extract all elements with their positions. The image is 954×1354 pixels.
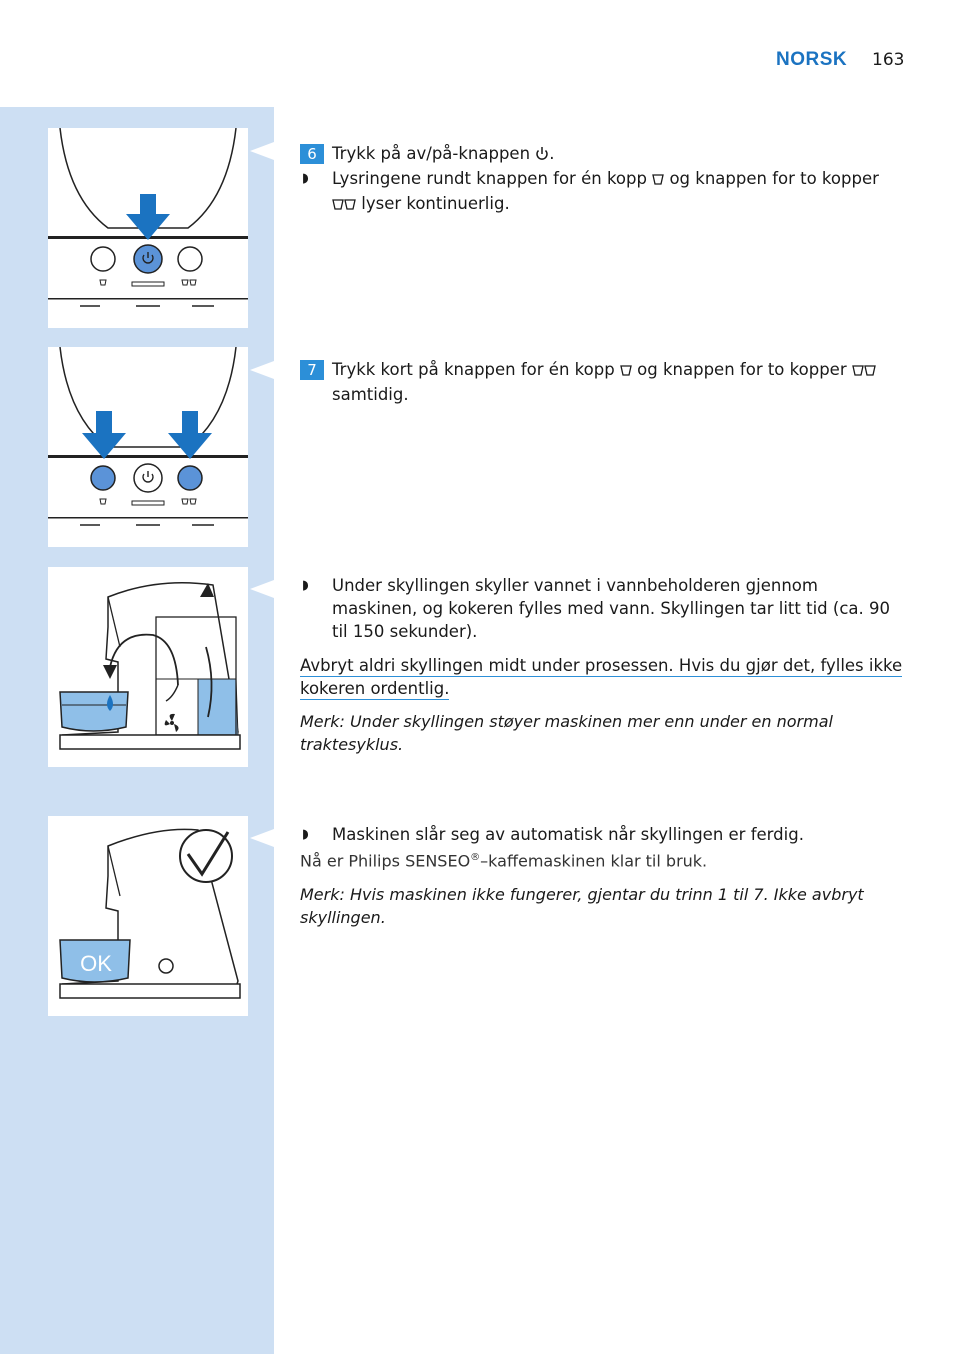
figure-ready [48,816,248,1016]
ready-text-b: –kaffemaskinen klar til bruk. [480,851,708,871]
figure-rinsing [48,567,248,767]
step-6-result-b: og knappen for to kopper [669,169,879,188]
step-6-block [300,142,906,217]
power-button-icon [134,464,162,492]
rinse-note: Merk: Under skyllingen støyer maskinen mer enn under en normal traktesyklus. [300,712,833,754]
step-number: 6 [300,144,324,164]
step-number: 7 [300,360,324,380]
power-icon [535,144,549,167]
two-cups-button-icon [178,466,202,490]
one-cup-button-icon [91,466,115,490]
checkmark-icon [180,830,232,882]
bullet-icon: ◗ [302,827,309,842]
arrow-down-icon [168,411,212,459]
finish-result-text: Maskinen slår seg av automatisk når skyllingen er ferdig. [332,825,804,844]
one-cup-icon [620,360,632,383]
step-6-result-a: Lysringene rundt knappen for én kopp [332,169,647,188]
finish-result [300,823,906,846]
step-6-instruction [300,142,906,167]
step-7-text-a: Trykk kort på knappen for én kopp [332,360,615,379]
rinse-warning [300,654,906,700]
bullet-icon: ◗ [302,171,309,186]
step-7-instruction [300,358,906,406]
rinse-block [300,574,906,756]
power-button-icon [134,245,162,273]
arrow-down-icon [126,194,170,240]
rinse-result-text: Under skyllingen skyller vannet i vannbeholderen gjennom maskinen, og kokeren fylles med vann. Skyllingen tar litt tid (ca. 90 til 150 sekunder). [332,576,890,641]
step-6-result [300,167,906,217]
two-cups-icon [852,360,876,383]
rinse-result [300,574,906,643]
figure-pointer [250,361,274,379]
figure-pointer [250,580,274,598]
step-7-text-c: samtidig. [332,385,409,404]
registered-mark: ® [470,852,481,863]
one-cup-button-icon [91,247,115,271]
figure-pointer [250,829,274,847]
arrow-down-icon [82,411,126,459]
finish-block [300,823,906,929]
ready-text-a: Nå er Philips SENSEO [300,851,471,871]
page-number: 163 [872,50,905,70]
figure-pointer [250,142,274,160]
two-cups-icon [332,194,356,217]
step-6-result-c: lyser kontinuerlig. [361,194,510,213]
language-label: NORSK [776,49,848,70]
warning-text: Avbryt aldri skyllingen midt under prosessen. Hvis du gjør det, fylles ikke kokeren ordentlig. [300,656,903,698]
ok-badge: OK [80,951,112,976]
finish-note: Merk: Hvis maskinen ikke fungerer, gjentar du trinn 1 til 7. Ikke avbryt skyllingen. [300,885,864,928]
step-6-text: Trykk på av/på-knappen [332,144,531,163]
figure-power-button [48,128,248,328]
step-7-text-b: og knappen for to kopper [637,360,847,379]
finish-ready [300,846,906,872]
one-cup-icon [652,169,664,192]
step-6-text-end: . [549,144,555,163]
bullet-icon: ◗ [302,578,309,593]
figure-cup-buttons [48,347,248,547]
step-7-block [300,358,906,406]
two-cups-button-icon [178,247,202,271]
